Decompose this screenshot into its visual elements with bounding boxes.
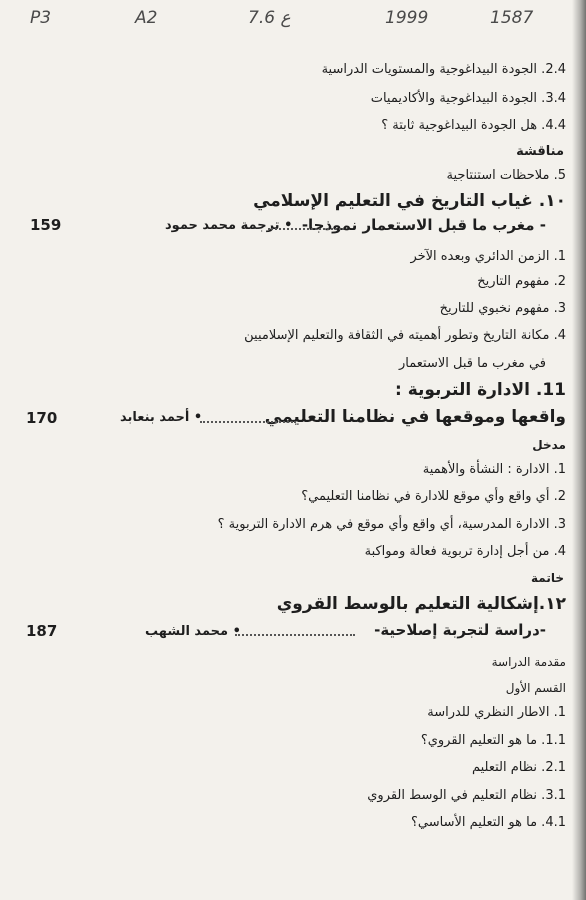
toc-heading: خاتمة: [531, 571, 564, 585]
leader-dots: [235, 634, 355, 636]
toc-heading: مناقشة: [516, 144, 564, 159]
section-10-author: • ترجمة محمد حمود: [165, 218, 293, 233]
toc-item: 3. مفهوم نخبوي للتاريخ: [439, 301, 566, 316]
toc-item: 2.1. نظام التعليم: [471, 760, 566, 775]
section-10-title: ١٠. غياب التاريخ في التعليم الإسلامي: [253, 191, 566, 211]
toc-item: 1. الزمن الدائري وبعده الآخر: [410, 249, 566, 264]
toc-item: 4. مكانة التاريخ وتطور أهميته في الثقافة والتعليم الإسلاميين: [244, 328, 566, 343]
section-10-subtitle: - مغرب ما قبل الاستعمار نموذجا-: [301, 216, 546, 234]
section-12-subtitle: -دراسة لتجربة إصلاحية-: [374, 621, 546, 639]
leader-dots: [200, 421, 296, 423]
toc-item: 4.4. هل الجودة البيداغوجية ثابتة ؟: [381, 118, 566, 133]
toc-item: 3.1. نظام التعليم في الوسط القروي: [367, 788, 566, 803]
toc-heading: مقدمة الدراسة: [491, 655, 566, 669]
toc-heading: مدخل: [532, 438, 566, 452]
handwritten-note-year: 1999: [385, 8, 429, 28]
toc-item: في مغرب ما قبل الاستعمار: [399, 356, 546, 371]
page-binding-shadow: [572, 0, 586, 900]
section-12-title: ١٢.إشكالية التعليم بالوسط القروي: [276, 594, 566, 614]
toc-item: 1.1. ما هو التعليم القروي؟: [420, 733, 566, 748]
handwritten-note-p3: P3: [30, 8, 52, 28]
leader-dots: [268, 228, 344, 230]
handwritten-note-number: 1587: [490, 8, 534, 28]
toc-item: 1. الادارة : النشأة والأهمية: [422, 462, 566, 477]
toc-item: 1. الاطار النظري للدراسة: [427, 705, 566, 720]
toc-item: 2. مفهوم التاريخ: [477, 274, 566, 289]
toc-item: 2. أي واقع وأي موقع للادارة في نظامنا التعليمي؟: [301, 489, 566, 504]
section-10-page: 159: [30, 216, 62, 234]
section-12-author: • محمد الشهب: [145, 624, 241, 639]
toc-item: 3.4. الجودة البيداغوجية والأكاديميات: [370, 91, 566, 106]
toc-item: 3. الادارة المدرسية، أي واقع وأي موقع في هرم الادارة التربوية ؟: [217, 517, 566, 532]
toc-item: 4.1. ما هو التعليم الأساسي؟: [411, 815, 566, 830]
handwritten-note-date: 7.6 ع: [248, 8, 291, 28]
section-12-page: 187: [26, 622, 58, 640]
section-11-title: 11. الادارة التربوية :: [394, 380, 566, 400]
section-11-page: 170: [26, 409, 58, 427]
section-11-subtitle: واقعها وموقعها في نظامنا التعليمي: [264, 407, 566, 427]
section-11-author: • أحمد بنعابد: [120, 410, 203, 425]
handwritten-note-a2: A2: [135, 8, 158, 28]
toc-heading: القسم الأول: [505, 681, 566, 695]
toc-item: 5. ملاحظات استنتاجية: [446, 168, 566, 183]
toc-item: 4. من أجل إدارة تربوية فعالة ومواكبة: [364, 544, 566, 559]
toc-item: 2.4. الجودة البيداغوجية والمستويات الدراسية: [321, 62, 566, 77]
